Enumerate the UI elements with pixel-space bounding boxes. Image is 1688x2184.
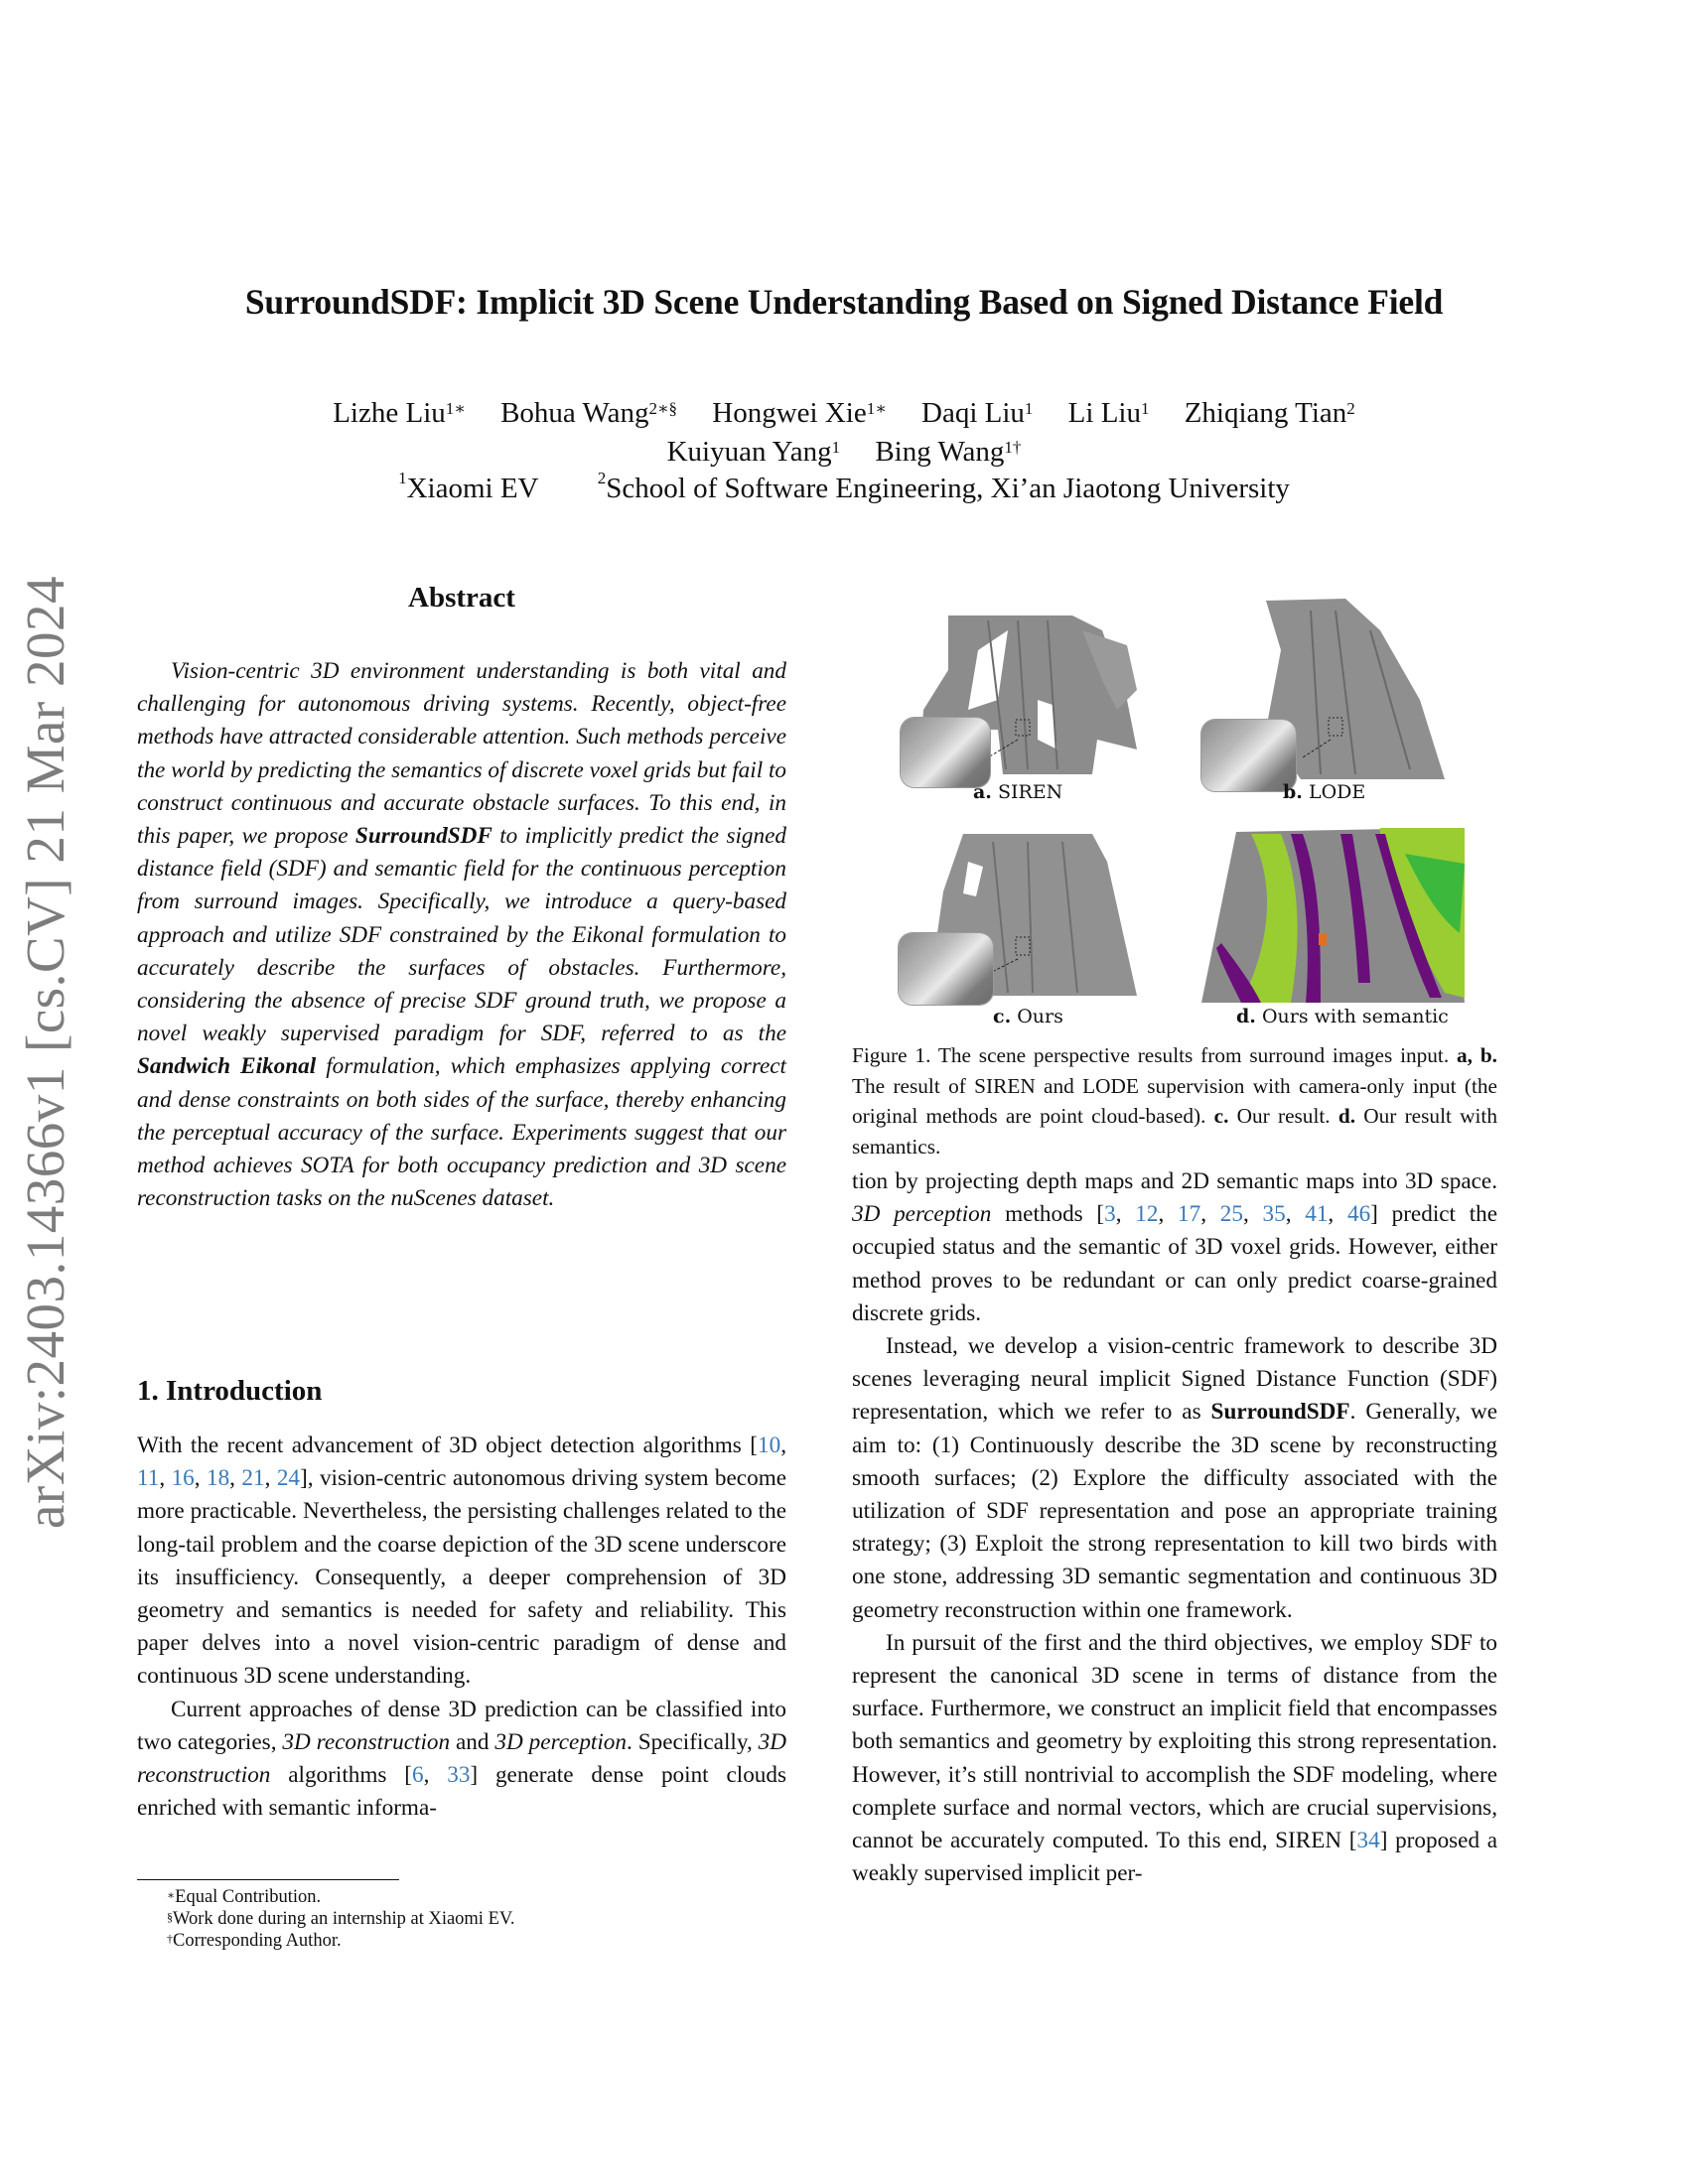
panel-label-b: b. LODE [1283, 781, 1366, 803]
figure-panel-d [1182, 824, 1470, 1008]
intro-paragraph-1: With the recent advancement of 3D object detection algorithms [10, 11, 16, 18, 21, 24], vision-centric autonomous driving system become more practicable. Nevertheless, the persisting challenges related to the long-tail problem and the coarse depiction of the 3D scene underscore its insufficiency. Consequently, a deeper comprehension of 3D geometry and semantics is needed for safety and reliability. This paper delves into a novel vision-centric paradigm of dense and continuous 3D scene understanding. [137, 1433, 787, 1690]
panel-label-c: c. Ours [993, 1006, 1063, 1027]
footnote: †Corresponding Author. [167, 1931, 342, 1951]
zoom-inset-ours [899, 933, 993, 1005]
section-heading-introduction: 1. Introduction [137, 1375, 323, 1407]
author: Kuiyuan Yang$^1$ [666, 436, 841, 468]
zoom-inset-siren [901, 718, 990, 787]
intro-left-column [137, 1430, 786, 1825]
paper-title: SurroundSDF: Implicit 3D Scene Understanding Based on Signed Distance Field [244, 282, 1444, 322]
figure-1-caption: Figure 1. The scene perspective results from surround images input. a, b. The result of SIREN and LODE supervision with camera-only input (the original methods are point cloud-based). c. Our result. d. Our result with semantics. [852, 1043, 1497, 1159]
affiliation: $^1$Xiaomi EV [398, 469, 539, 504]
author-list-line-1 [0, 397, 1688, 429]
citation-link[interactable]: 41 [1305, 1201, 1329, 1228]
figure-panel-a [889, 591, 1167, 789]
abstract-body [137, 655, 786, 1215]
citation-link[interactable]: 33 [447, 1762, 471, 1789]
affiliation: $^2$School of Software Engineering, Xi’an Jiaotong University [597, 469, 1290, 504]
panel-label-d: d. Ours with semantic [1236, 1006, 1449, 1027]
author: Hongwei Xie$^{1∗}$ [712, 397, 887, 429]
citation-link[interactable]: 17 [1178, 1201, 1201, 1228]
author: Lizhe Liu$^{1∗}$ [333, 397, 466, 429]
intro-paragraph-3: Instead, we develop a vision-centric framework to describe 3D scenes leveraging neural implicit Signed Distance Function (SDF) representation, which we refer to as SurroundSDF. Generally, we aim to: (1) Continuously describe the 3D scene by reconstructing smooth surfaces; (2) Explore the difficulty associated with the utilization of SDF representation and pose an appropriate training strategy; (3) Exploit the strong representation to kill two birds with one stone, addressing 3D semantic segmentation and continuous 3D geometry reconstruction within one framework. [852, 1333, 1497, 1623]
abstract-paragraph: Vision-centric 3D environment understanding is both vital and challenging for autonomous driving systems. Recently, object-free methods have attracted considerable attention. Such methods perceive the world by predicting the semantics of discrete voxel grids but fail to construct continuous and accurate obstacle surfaces. To this end, in this paper, we propose SurroundSDF to implicitly predict the signed distance field (SDF) and semantic field for the continuous perception from surround images. Specifically, we introduce a query-based approach and utilize SDF constrained by the Eikonal formulation to accurately describe the surfaces of obstacles. Furthermore, considering the absence of precise SDF ground truth, we propose a novel weakly supervised paradigm for SDF, referred to as the Sandwich Eikonal formulation, which emphasizes applying correct and dense constraints on both sides of the surface, thereby enhancing the perceptual accuracy of the surface. Experiments suggest that our method achieves SOTA for both occupancy prediction and 3D scene reconstruction tasks on the nuScenes dataset. [137, 658, 787, 1212]
footnote-divider [137, 1879, 399, 1880]
citation-link[interactable]: 18 [206, 1465, 230, 1492]
citation-link[interactable]: 25 [1219, 1201, 1243, 1228]
intro-paragraph-2: Current approaches of dense 3D prediction can be classified into two categories, 3D reconstruction and 3D perception. Specifically, 3D reconstruction algorithms [6, 33] generate dense point clouds enriched with semantic informa- [137, 1696, 787, 1822]
citation-link[interactable]: 12 [1135, 1201, 1159, 1228]
abstract-heading: Abstract [408, 582, 515, 614]
citation-link[interactable]: 35 [1262, 1201, 1286, 1228]
footnote: §Work done during an internship at Xiaomi EV. [167, 1909, 515, 1929]
ours-semantic-mesh-image [1182, 824, 1470, 1008]
figure-1 [874, 586, 1470, 1032]
citation-link[interactable]: 10 [758, 1433, 781, 1458]
author: Li Liu$^1$ [1067, 397, 1150, 429]
author-list-line-2 [0, 436, 1688, 468]
citation-link[interactable]: 46 [1346, 1201, 1371, 1228]
figure-panel-c [889, 822, 1167, 1006]
intro-right-column [852, 1165, 1497, 1890]
zoom-inset-lode [1201, 720, 1296, 791]
citation-link[interactable]: 24 [276, 1465, 301, 1492]
panel-label-a: a. SIREN [973, 781, 1063, 803]
citation-link[interactable]: 16 [171, 1465, 195, 1492]
arxiv-identifier-stamp: arXiv:2403.14366v1 [cs.CV] 21 Mar 2024 [15, 576, 75, 1529]
citation-link[interactable]: 11 [137, 1465, 160, 1492]
citation-link[interactable]: 3 [1104, 1201, 1116, 1228]
author: Daqi Liu$^1$ [921, 397, 1034, 429]
citation-link[interactable]: 34 [1356, 1828, 1380, 1854]
intro-paragraph-2-cont: tion by projecting depth maps and 2D semantic maps into 3D space. 3D perception methods [3, 12, 17, 25, 35, 41, 46] predict the occupied status and the semantic of 3D voxel grids. However, either method proves to be redundant or can only predict coarse-grained discrete grids. [852, 1168, 1498, 1326]
author: Bohua Wang$^{2∗\S}$ [500, 397, 678, 429]
figure-label: Figure 1. [852, 1043, 931, 1067]
footnote: ∗Equal Contribution. [167, 1887, 322, 1907]
affiliations [0, 469, 1688, 505]
citation-link[interactable]: 21 [241, 1465, 265, 1492]
intro-paragraph-4: In pursuit of the first and the third objectives, we employ SDF to represent the canonical 3D scene in terms of distance from the surface. Furthermore, we construct an implicit field that encompasses both semantics and geometry by exploiting this strong representation. However, it’s still nontrivial to accomplish the SDF modeling, where complete surface and normal vectors, which are crucial supervisions, cannot be accurately computed. To this end, SIREN [34] proposed a weakly supervised implicit per- [852, 1629, 1498, 1887]
author: Bing Wang$^{1\dagger}$ [875, 436, 1022, 468]
citation-link[interactable]: 6 [411, 1762, 424, 1789]
author: Zhiqiang Tian$^2$ [1184, 397, 1355, 429]
figure-panel-b [1172, 591, 1460, 789]
